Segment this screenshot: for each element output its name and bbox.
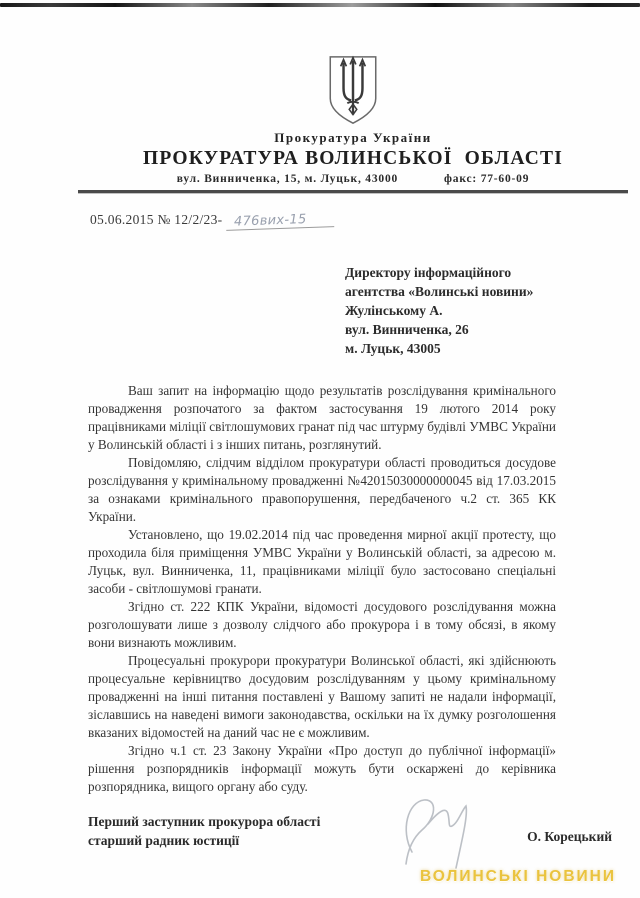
- recipient-block: [345, 263, 628, 358]
- recipient-line: Директору інформаційного: [345, 265, 512, 280]
- signer-name: О. Корецький: [527, 829, 612, 844]
- org-parent-title: Прокуратура України: [274, 130, 432, 145]
- letterhead-divider: [78, 190, 628, 193]
- signer-position-line: Перший заступник прокурора області: [88, 814, 321, 829]
- recipient-line: м. Луцьк, 43005: [345, 341, 441, 356]
- org-address-line: [78, 173, 628, 185]
- signature-block: [88, 812, 612, 850]
- body-paragraph: Згідно ст. 222 КПК України, відомості досудового розслідування можна розголошувати лише з дозволу слідчого або прокурора і в тому обсязі, в якому вони визнають можливим.: [88, 599, 556, 650]
- org-fax: факс: 77-60-09: [444, 173, 530, 185]
- letter-number: № 12/2/23-: [157, 212, 223, 227]
- ukraine-trident-emblem: [324, 54, 382, 126]
- body-paragraph: Згідно ч.1 ст. 23 Закону України «Про доступ до публічної інформації» рішення розпорядників інформації можуть бути оскаржені до керівника розпорядника, вищого органу або суду.: [88, 743, 556, 794]
- recipient-line: агентства «Волинські новини»: [345, 284, 534, 299]
- reference-line: [90, 212, 628, 229]
- handwritten-outgoing-number: 476вих-15: [226, 211, 334, 231]
- signer-position-line: старший радник юстиції: [88, 833, 240, 848]
- org-address: вул. Винниченка, 15, м. Луцьк, 43000: [176, 173, 399, 185]
- letter-date: 05.06.2015: [90, 212, 154, 227]
- letter-content: [78, 0, 628, 850]
- recipient-line: Жулінському А.: [345, 303, 443, 318]
- letterhead: [78, 0, 628, 193]
- signature-scribble: [398, 790, 490, 874]
- body-paragraph: Установлено, що 19.02.2014 під час проведення мирної акції протесту, що проходила біля приміщення УМВС України у Волинській області, за адресою м. Луцьк, вул. Винниченка, 11, працівниками міліції було застосовано спеціальні засоби - світлошумові гранати.: [88, 527, 556, 596]
- signer-position: [88, 812, 320, 850]
- body-paragraph: Ваш запит на інформацію щодо результатів розслідування кримінального провадження розпочатого за фактом застосування 19 лютого 2014 року працівниками міліції світлошумових гранат під час штурму будівлі УМВС України у Волинській області і з інших питань, розглянутий.: [88, 383, 556, 452]
- letter-body: [88, 382, 556, 796]
- news-agency-watermark: ВОЛИНСЬКІ НОВИНИ: [419, 868, 616, 885]
- org-name-title: ПРОКУРАТУРА ВОЛИНСЬКОЇ ОБЛАСТІ: [143, 148, 563, 169]
- body-paragraph: Повідомляю, слідчим відділом прокуратури області проводиться досудове розслідування у кримінальному провадженні №42015030000000045 від 17.03.2015 за ознаками кримінального правопорушення, передбаченого ч.2 ст. 365 КК України.: [88, 455, 556, 524]
- body-paragraph: Процесуальні прокурори прокуратури Волинської області, які здійснюють процесуальне керівництво досудовим розслідуванням у цьому кримінальному провадженні на інші питання поставлені у Вашому запиті не надали інформації, зіславшись на наведені вимоги законодавства, оскільки на їх думку розголошення вказаних відомостей на даний час не є можливим.: [88, 653, 556, 740]
- recipient-line: вул. Винниченка, 26: [345, 322, 469, 337]
